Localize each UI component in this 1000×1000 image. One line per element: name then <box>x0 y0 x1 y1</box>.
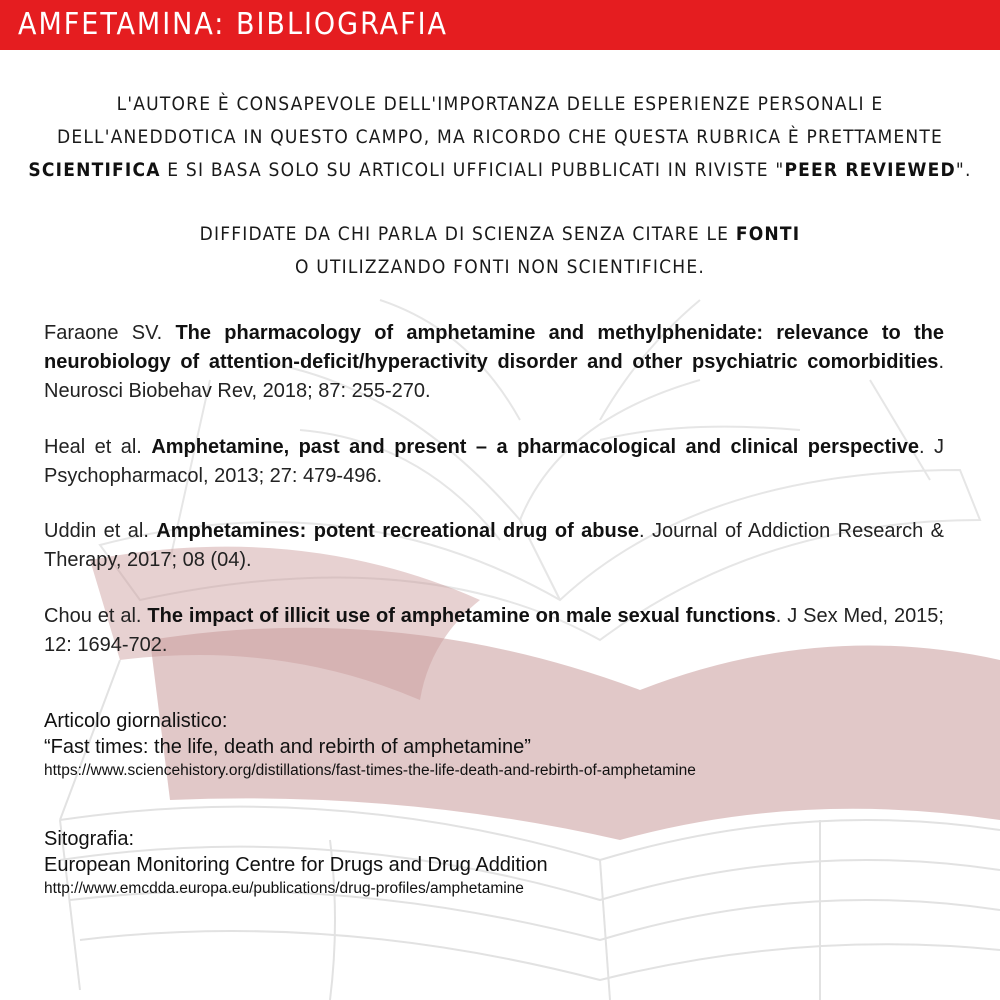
warning-line-1: DIFFIDATE DA CHI PARLA DI SCIENZA SENZA CITARE LE FONTI <box>199 223 801 245</box>
scientifica-emphasis: SCIENTIFICA <box>28 159 161 181</box>
disclaimer-line-3: SCIENTIFICA E SI BASA SOLO SU ARTICOLI UFFICIALI PUBBLICATI IN RIVISTE "PEER REVIEWED". <box>28 159 972 181</box>
reference-item: Chou et al. The impact of illicit use of amphetamine on male sexual functions. J Sex Med, 2015; 12: 1694-702. <box>44 605 944 656</box>
reference-title: The impact of illicit use of amphetamine on male sexual functions <box>147 605 776 627</box>
site-link[interactable]: http://www.emcdda.europa.eu/publications/drug-profiles/amphetamine <box>44 880 524 897</box>
reference-item: Uddin et al. Amphetamines: potent recreational drug of abuse. Journal of Addiction Research & Therapy, 2017; 08 (04). <box>44 520 944 571</box>
section-heading: Sitografia: <box>44 828 135 850</box>
disclaimer-line-1: L'AUTORE È CONSAPEVOLE DELL'IMPORTANZA DELLE ESPERIENZE PERSONALI E <box>116 93 884 115</box>
reference-title: Amphetamine, past and present – a pharmacological and clinical perspective <box>151 436 919 458</box>
article-title: “Fast times: the life, death and rebirth of amphetamine” <box>44 736 531 758</box>
reference-item: Faraone SV. The pharmacology of amphetamine and methylphenidate: relevance to the neurobiology of attention-deficit/hyperactivity disorder and other psychiatric comorbidities. Neurosci Biobehav Rev, 2018; 87: 255-270. <box>44 322 944 402</box>
site-title: European Monitoring Centre for Drugs and Drug Addition <box>44 854 548 876</box>
reference-title: The pharmacology of amphetamine and methylphenidate: relevance to the neurobiology of attention-deficit/hyperactivity disorder and other psychiatric comorbidities <box>44 322 944 373</box>
journalistic-article-section <box>44 708 964 782</box>
warning-line-2: O UTILIZZANDO FONTI NON SCIENTIFICHE. <box>295 256 705 278</box>
article-link[interactable]: https://www.sciencehistory.org/distillations/fast-times-the-life-death-and-rebirth-of-amphetamine <box>44 762 696 779</box>
peer-reviewed-emphasis: PEER REVIEWED <box>784 159 956 181</box>
header-bar <box>0 0 1000 50</box>
page-title: AMFETAMINA: BIBLIOGRAFIA <box>18 7 449 42</box>
sitography-section <box>44 826 964 900</box>
reference-item: Heal et al. Amphetamine, past and present – a pharmacological and clinical perspective. J Psychopharmacol, 2013; 27: 479-496. <box>44 436 944 487</box>
disclaimer-line-2: DELL'ANEDDOTICA IN QUESTO CAMPO, MA RICORDO CHE QUESTA RUBRICA È PRETTAMENTE <box>56 126 944 148</box>
section-heading: Articolo giornalistico: <box>44 710 228 732</box>
author-disclaimer <box>20 88 980 187</box>
reference-title: Amphetamines: potent recreational drug of abuse <box>156 520 639 542</box>
sources-warning <box>20 218 980 284</box>
fonti-emphasis: FONTI <box>735 223 801 245</box>
